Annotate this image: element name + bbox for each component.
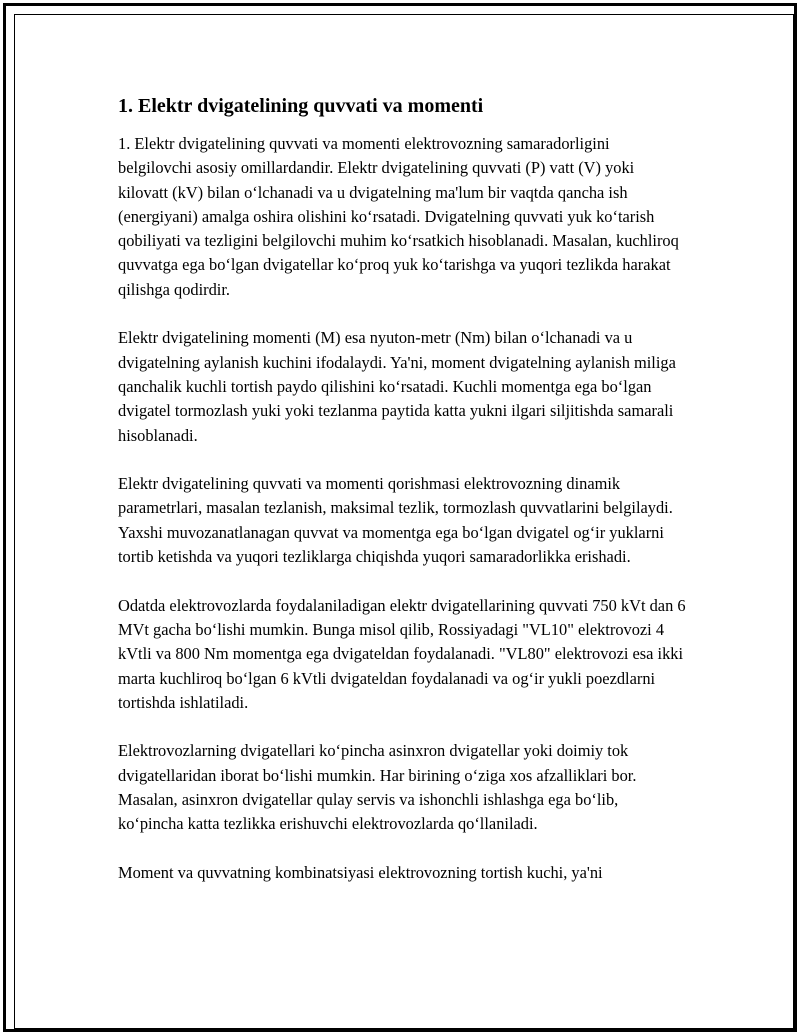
paragraph-combination: Moment va quvvatning kombinatsiyasi elektrovozning tortish kuchi, ya'ni: [118, 862, 603, 882]
paragraph-examples: Odatda elektrovozlarda foydalaniladigan elektr dvigatellarining quvvati 750 kVt dan 6 MVt gacha boʻlishi mumkin. Bunga misol qilib, Rossiyadagi "VL10" elektrovozi 4 kVtli va 800 Nm momentga ega dvigateldan foydalanadi. "VL80" elektrovozi esa ikki marta kuchliroq boʻlgan 6 kVtli dvigateldan foydalanadi va ogʻir yukli poezdlarni tortishda ishlatiladi.: [118, 595, 686, 712]
document-body: [118, 93, 686, 910]
paragraph-torque: Elektr dvigatelining momenti (M) esa nyuton-metr (Nm) bilan oʻlchanadi va u dvigatelning aylanish kuchini ifodalaydi. Ya'ni, moment dvigatelning aylanish miliga qanchalik kuchli tortish paydo qilishini koʻrsatadi. Kuchli momentga ega boʻlgan dvigatel tormozlash yuki yoki tezlanma paytida katta yukni ilgari siljitishda samarali hisoblanadi.: [118, 328, 676, 445]
paragraph-power-intro: 1. Elektr dvigatelining quvvati va momenti elektrovozning samaradorligini belgilovchi asosiy omillardandir. Elektr dvigatelining quvvati (P) vatt (V) yoki kilovatt (kV) bilan oʻlchanadi va u dvigatelning ma'lum bir vaqtda qancha ish (energiyani) amalga oshira olishini koʻrsatadi. Dvigatelning quvvati yuk koʻtarish qobiliyati va tezligini belgilovchi muhim koʻrsatkich hisoblanadi. Masalan, kuchliroq quvvatga ega boʻlgan dvigatellar koʻproq yuk koʻtarishga va yuqori tezlikda harakat qilishga qodirdir.: [118, 134, 679, 299]
paragraph-dynamics: Elektr dvigatelining quvvati va momenti qorishmasi elektrovozning dinamik parametrlari, masalan tezlanish, maksimal tezlik, tormozlash quvvatlarini belgilaydi. Yaxshi muvozanatlanagan quvvat va momentga ega boʻlgan dvigatel ogʻir yuklarni tortib ketishda va yuqori tezliklarga chiqishda yuqori samaradorlikka erishadi.: [118, 474, 673, 567]
section-heading: 1. Elektr dvigatelining quvvati va momenti: [118, 95, 484, 117]
paragraph-motor-types: Elektrovozlarning dvigatellari koʻpincha asinxron dvigatellar yoki doimiy tok dvigatellaridan iborat boʻlishi mumkin. Har birining oʻziga xos afzalliklari bor. Masalan, asinxron dvigatellar qulay servis va ishonchli ishlashga ega boʻlib, koʻpincha katta tezlikka erishuvchi elektrovozlarda qoʻllaniladi.: [118, 741, 637, 834]
